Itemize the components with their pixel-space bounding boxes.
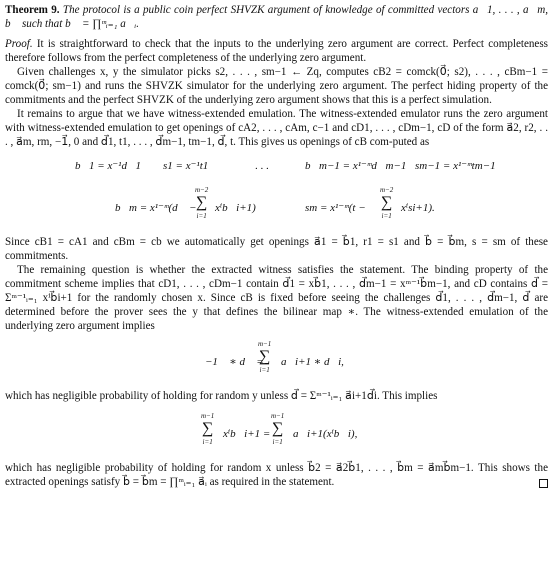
proof-paragraph-1 [5, 37, 548, 65]
eq1-sm1: sm−1 = x¹⁻ᵐtm−1 [415, 160, 496, 172]
eq2-sum-s-top: m−2 [380, 186, 394, 194]
theorem-statement: The protocol is a public coin perfect SHVZK argument of knowledge of committed vectors a⃗1, . . . , a⃗m, b⃗ such that b⃗ = ∏ᵐᵢ₌₁ a⃗ᵢ. [5, 4, 548, 30]
proof-paragraph-5: The remaining question is whether the extracted witness satisfies the statement. The binding property of the commitment scheme implies that cD1, . . . , cDm−1 contain d⃗1 = xb⃗1, . . . , d⃗m−1 = xᵐ⁻¹b⃗m−1, and cD contains d⃗ = Σᵐ⁻¹ᵢ₌₁ xⁱb⃗i+1 for the randomly chosen x. Since cB is fixed before seeing the challenges d⃗1, . . . , d⃗m−1, d⃗ are determined before the prover sees the y that defines the bilinear map ∗. The witness-extended emulation of the underlying zero argument implies [5, 264, 548, 332]
qed-square-icon [539, 479, 548, 488]
equation-openings-2 [5, 185, 548, 229]
sum-icon: ∑ [201, 420, 214, 437]
eq3-sum-top: m−1 [258, 340, 272, 348]
eq4-sum-2 [271, 411, 284, 447]
eq2-sum-b [195, 185, 208, 221]
eq1-bm1: b⃗m−1 = x¹⁻ᵐd⃗m−1 [305, 160, 407, 172]
equation-zero-argument [5, 337, 548, 383]
eq1-s1: s1 = x⁻¹t1 [163, 160, 209, 172]
eq2-sm-rhs: xⁱsi+1). [401, 202, 435, 214]
theorem-block [5, 3, 548, 31]
proof-text-1: It is straightforward to check that the inputs to the underlying zero argument are correct. Perfect completeness therefore follows from the perfect completeness of the underlying zero argument. [5, 38, 548, 64]
eq1-dots: . . . [255, 160, 269, 172]
proof-label: Proof. [5, 38, 33, 50]
theorem-heading: Theorem 9. [5, 4, 60, 16]
eq2-sum-s [380, 185, 393, 221]
eq2-bm-rhs: xⁱb⃗i+1) [215, 202, 256, 214]
eq4-sum2-top: m−1 [271, 412, 285, 420]
eq2-sum-s-bot: i=1 [381, 212, 392, 220]
eq2-sum-b-bot: i=1 [196, 212, 207, 220]
sum-icon: ∑ [258, 348, 271, 365]
proof-paragraph-6: which has negligible probability of holding for random y unless d⃗ = Σᵐ⁻¹ᵢ₌₁ a⃗i+1d⃗i. This implies [5, 390, 438, 402]
eq4-sum2-bot: i=1 [272, 438, 283, 446]
eq4-sum1-top: m−1 [201, 412, 215, 420]
equation-implication [5, 409, 548, 455]
eq2-bm-lhs: b⃗m = x¹⁻ᵐ(d⃗ − [115, 202, 197, 214]
eq1-b1: b⃗1 = x⁻¹d⃗1 [75, 160, 142, 172]
proof-paragraph-2: Given challenges x, y the simulator picks s2, . . . , sm−1 ← Zq, computes cB2 = comck(0⃗; s2), . . . , cBm−1 = comck(0⃗; sm−1) and runs the SHVZK simulator for the underlying zero argument. The perfect hiding property of the commitments and the perfect SHVZK of the underlying zero argument shows that this is a perfect simulation. [5, 66, 548, 106]
eq4-sum1-bot: i=1 [202, 438, 213, 446]
eq4-sum-1 [201, 411, 214, 447]
eq3-sum [258, 339, 271, 375]
eq2-sum-b-top: m−2 [195, 186, 209, 194]
eq4-mid: xⁱb⃗i+1 = [223, 428, 271, 440]
sum-icon: ∑ [195, 194, 208, 211]
equation-openings-1 [5, 151, 548, 181]
sum-icon: ∑ [271, 420, 284, 437]
eq3-lhs: −1⃗ ∗ d⃗ = [205, 356, 264, 368]
eq3-sum-bot: i=1 [259, 366, 270, 374]
eq2-sm-lhs: sm = x¹⁻ᵐ(t − [305, 202, 366, 214]
proof-text-7: which has negligible probability of holding for random x unless b⃗2 = a⃗2b⃗1, . . . , b⃗m = a⃗mb⃗m−1. This shows the extracted openings satisfy b⃗ = b⃗m = ∏ᵐᵢ₌₁ a⃗ᵢ as required in the statement. [5, 462, 548, 488]
proof-paragraph-4: Since cB1 = cA1 and cBm = cb we automatically get openings a⃗1 = b⃗1, r1 = s1 and b⃗ = b⃗m, s = sm of these commitments. [5, 236, 548, 262]
paper-page [5, 3, 548, 489]
proof-paragraph-7 [5, 461, 548, 489]
proof-paragraph-3: It remains to argue that we have witness-extended emulation. The witness-extended emulator runs the zero argument with witness-extended emulation to get openings of cA2, . . . , cAm, c−1 and cD1, . . . , cDm−1, cD of the form a⃗2, r2, . . . , a⃗m, rm, −1⃗, 0 and d⃗1, t1, . . . , d⃗m−1, tm−1, d⃗, t. This gives us openings of cB com-puted as [5, 108, 548, 148]
sum-icon: ∑ [380, 194, 393, 211]
eq4-rhs: a⃗i+1(xⁱb⃗i), [293, 428, 358, 440]
eq3-rhs: a⃗i+1 ∗ d⃗i, [281, 356, 344, 368]
